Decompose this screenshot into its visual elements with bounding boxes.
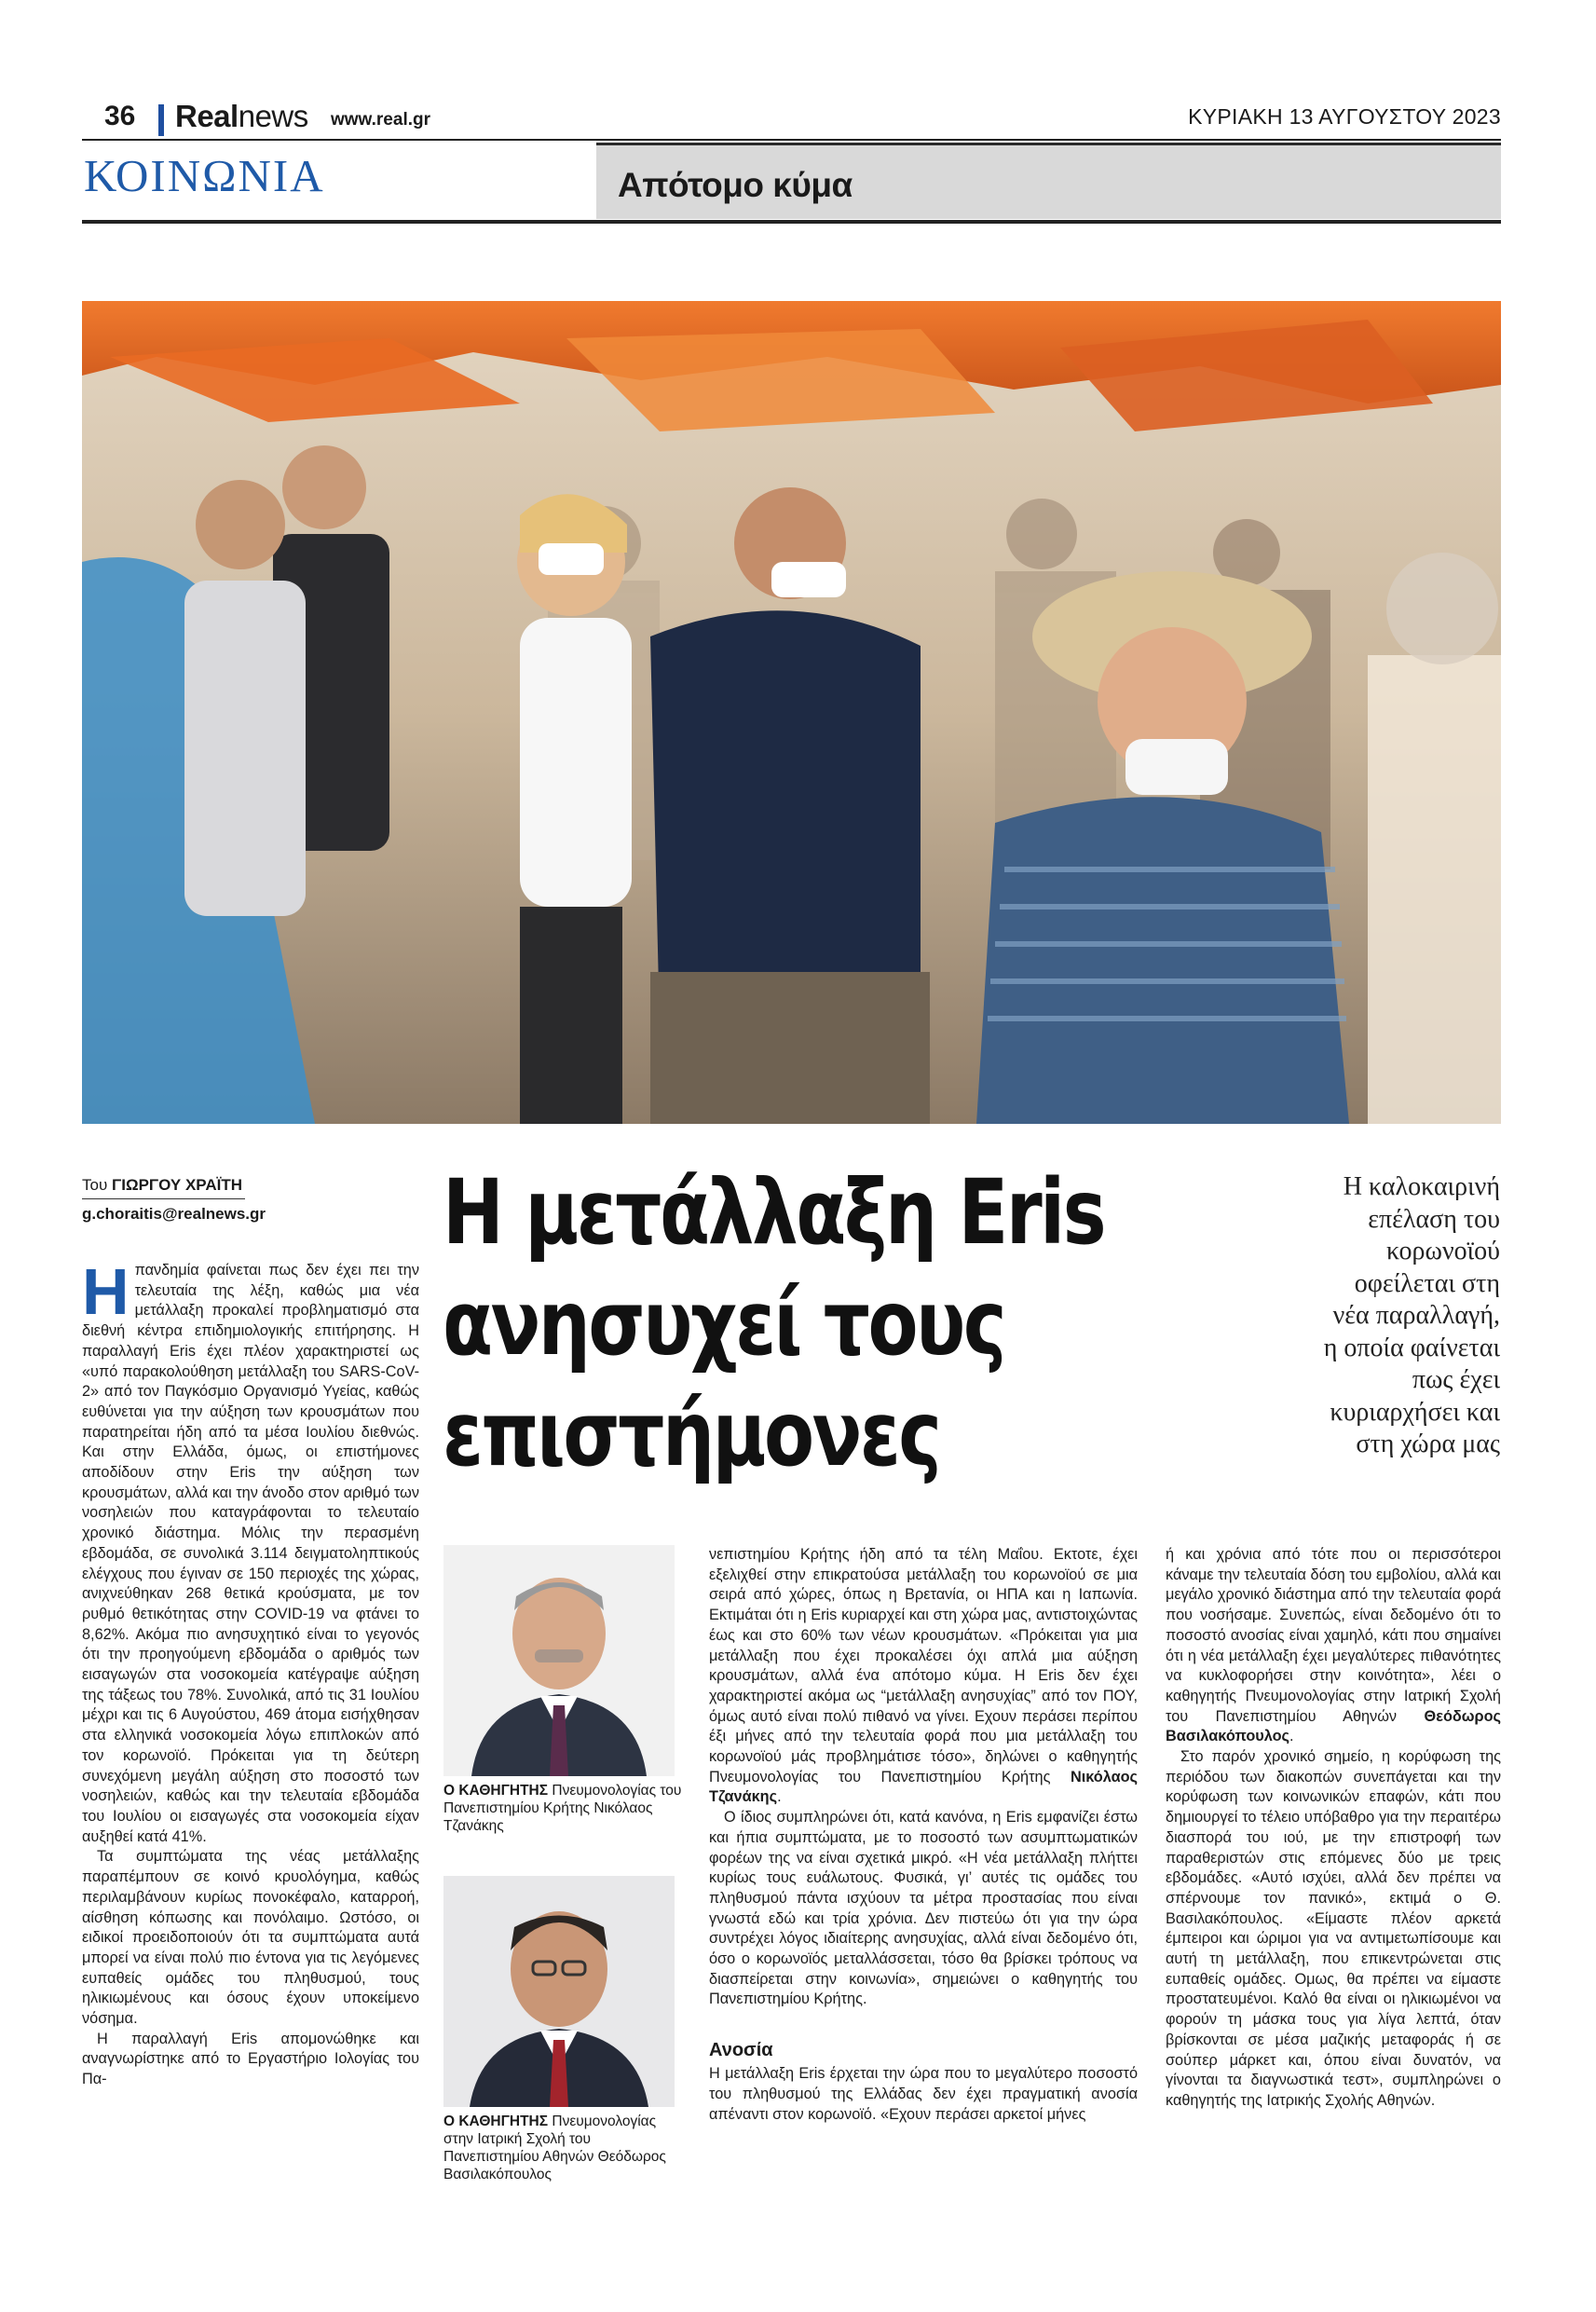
article-paragraph: Στο παρόν χρονικό σημείο, η κορύφωση της περιόδου των διακοπών συνεπάγεται και την κορύφωση των κοινωνικών επαφών, κάτι που δημιουργεί το τέλειο υπόβαθρο για την περαιτέρω διασπορά του ιού, με την επιστροφή των παραθεριστών στις επόμενες δύο με τρεις εβδομάδες. «Αυτό ισχύει, αλλά δεν πρέπει να σπέρνουμε τον πανικό», εκτιμά ο Θ. Βασιλακόπουλος. «Είμαστε πλέον αρκετά έμπειροι και ώριμοι για να αντιμετωπίσουμε και αυτή τη μετάλλαξη, που επικεντρώνεται στις ευπαθείς ομάδες. Ομως, θα πρέπει να είμαστε προστατευμένοι. Καλό θα είναι οι ηλικιωμένοι να φορούν τη μάσκα τους για λίγα λεπτά, όταν βρίσκονται σε μέσα μαζικής μεταφοράς ή σε σούπερ μάρκετ και, όπου είναι δυνατόν, να γίνονται τα διαγνωστικά τεστ», συμπληρώνει ο καθηγητής της Ιατρικής Σχολής Αθηνών. — [1166, 1748, 1501, 2109]
standfirst-line: κορωνοϊού — [1386, 1237, 1500, 1265]
portrait-tzanakis-illustration — [443, 1545, 675, 1776]
standfirst-line: οφείλεται στη — [1354, 1268, 1500, 1298]
expert-name: Θεόδωρος Βασιλακόπουλος — [1166, 1707, 1501, 1745]
standfirst-line: πως έχει — [1412, 1365, 1500, 1394]
drop-cap: Η — [82, 1255, 130, 1328]
paragraph-text: νεπιστημίου Κρήτης ήδη από τα τέλη Μαΐου. Εκτοτε, έχει εξελιχθεί στην επικρατούσα μετάλλαξη του κορωνοϊού σε μια σειρά από χώρες, όπως η Βρετανία, οι ΗΠΑ και η Ιαπωνία. Εκτιμάται ότι η Eris κυριαρχεί και στη χώρα μας, αντιστοιχώντας έως και στο 60% των νέων κρουσμάτων. «Πρόκειται για μια μετάλλαξη που έχει προκαλέσει όχι απλά μια αύξηση κρουσμάτων, αλλά ένα απότομο κύμα. Η Eris δεν έχει χαρακτηριστεί ακόμα ως “μετάλλαξη ανησυχίας” από τον ΠΟΥ, όμως αυτό είναι πολύ πιθανό να γίνει. Εχουν περάσει περίπου έξι μήνες από την τελευταία φορά που μια μετάλλαξη του κορωνοϊού μάς προβλημάτισε τόσο», δηλώνει ο καθηγητής Πνευμονολογίας του Πανεπιστημίου Κρήτης — [709, 1546, 1138, 1785]
article-column-1 — [82, 1255, 419, 2090]
crowd-photo-illustration — [82, 301, 1501, 1124]
standfirst-line: στη χώρα μας — [1356, 1430, 1500, 1458]
article-column-4 — [1166, 1545, 1501, 2112]
caption-text: Πνευμονολογίας του Πανεπιστημίου Κρήτης Νικόλαος Τζανάκης — [443, 1783, 682, 1834]
article-paragraph — [1166, 1545, 1501, 1747]
byline-rule — [82, 1198, 245, 1199]
paragraph-end: . — [1289, 1728, 1294, 1745]
page-number: 36 — [104, 101, 136, 131]
headline-line-3: επιστήμονες — [443, 1382, 940, 1486]
article-paragraph — [709, 1545, 1138, 1808]
article-paragraph: Η παραλλαγή Eris απομονώθηκε και αναγνωρίστηκε από το Εργαστήριο Ιολογίας του Πα- — [82, 2030, 419, 2088]
section-title: ΚΟΙΝΩΝΙΑ — [84, 150, 325, 201]
newspaper-logo — [175, 99, 308, 134]
byline-author: ΓΙΩΡΓΟΥ ΧΡΑΪΤΗ — [112, 1176, 243, 1194]
author-email: g.choraitis@realnews.gr — [82, 1205, 266, 1223]
portrait-caption-1 — [443, 1782, 686, 1835]
article-column-3 — [709, 1545, 1138, 2125]
standfirst-line: νέα παραλλαγή, — [1332, 1301, 1500, 1330]
paragraph-end: . — [777, 1788, 782, 1806]
caption-role: Ο ΚΑΘΗΓΗΤΗΣ — [443, 1783, 549, 1799]
section-rule — [82, 220, 1501, 224]
portrait-vasilakopoulos-illustration — [443, 1876, 675, 2107]
standfirst-line: η οποία φαίνεται — [1323, 1333, 1500, 1362]
kicker-top-rule — [596, 143, 1501, 145]
headline-line-1: Η μετάλλαξη Eris — [443, 1160, 1105, 1265]
standfirst — [1256, 1171, 1500, 1461]
standfirst-line: κυριαρχήσει και — [1330, 1397, 1500, 1427]
kicker-title: Απότομο κύμα — [618, 166, 853, 204]
header-divider-bar — [158, 104, 164, 136]
caption-text: Πνευμονολογίας στην Ιατρική Σχολή του Πανεπιστημίου Αθηνών Θεόδωρος Βασιλακόπουλος — [443, 2114, 666, 2182]
caption-role: Ο ΚΑΘΗΓΗΤΗΣ — [443, 2114, 549, 2129]
standfirst-line: επέλαση του — [1368, 1204, 1500, 1234]
standfirst-line: Η καλοκαιρινή — [1343, 1172, 1500, 1201]
headline — [443, 1157, 1115, 1490]
logo-url: www.real.gr — [331, 110, 430, 130]
headline-line-2: ανησυχεί τους — [443, 1271, 1005, 1375]
byline-prefix: Του — [82, 1176, 112, 1194]
crowd-photo — [82, 301, 1501, 1124]
article-paragraph: Τα συμπτώματα της νέας μετάλλαξης παραπέμπουν σε κοινό κρυολόγημα, καθώς περιλαμβάνουν κυρίως πονοκέφαλο, καταρροή, αίσθηση κόπωσης και πονόλαιμο. Ωστόσο, οι ειδικοί προειδοποιούν ότι τα συμπτώματα αυτά μπορεί να είναι πολύ πιο έντονα για τις λεγόμενες ευπαθείς ομάδες του πληθυσμού, τους ηλικιωμένους και όσους έχουν υποκείμενο νόσημα. — [82, 1848, 419, 2028]
subheading: Ανοσία — [709, 2040, 773, 2061]
header-rule — [82, 139, 1501, 141]
issue-date: ΚΥΡΙΑΚΗ 13 ΑΥΓΟΥΣΤΟΥ 2023 — [1188, 104, 1501, 129]
article-paragraph: Ο ίδιος συμπληρώνει ότι, κατά κανόνα, η Eris εμφανίζει έστω και ήπια συμπτώματα, με το ποσοστό των ασυμπτωματικών φορέων της να είναι σχετικά μικρό. «Η νέα μετάλλαξη πλήττει κυρίως τους ευάλωτους. Φυσικά, γι’ αυτές τις ομάδες του πληθυσμού πάντα ισχύουν τα μέτρα προστασίας που είναι γνωστά εδώ και τρία χρόνια. Δεν πιστεύω ότι για την ώρα συντρέχει λόγος ιδιαίτερης ανησυχίας, αλλά είναι δεδομένο ότι, όσο ο κορωνοϊός μεταλλάσσεται, τόσο θα βρίσκει τρόπους να διασπείρεται στην κοινωνία», σημειώνει ο καθηγητής του Πανεπιστημίου Κρήτης. — [709, 1809, 1138, 2008]
article-paragraph — [82, 1255, 419, 1847]
portrait-tzanakis — [443, 1545, 675, 1776]
logo-real: Real — [175, 99, 239, 133]
article-paragraph: Η μετάλλαξη Eris έρχεται την ώρα που το μεγαλύτερο ποσοστό του πληθυσμού της Ελλάδας δεν έχει πραγματική ανοσία απέναντι στον κορωνοϊό. «Εχουν περάσει αρκετοί μήνες — [709, 2065, 1138, 2123]
portrait-caption-2 — [443, 2113, 686, 2183]
byline — [82, 1176, 242, 1195]
logo-news: news — [238, 99, 308, 133]
paragraph-text: ή και χρόνια από τότε που οι περισσότεροι κάναμε την τελευταία δόση του εμβολίου, αλλά και μεγάλο χρονικό διάστημα από την τελευταία φορά που νοσήσαμε. Συνεπώς, είναι δεδομένο ότι το ποσοστό ανοσίας είναι χαμηλό, κάτι που σημαίνει ότι η νέα μετάλλαξη έχει μεγαλύτερες πιθανότητες να κυκλοφορήσει στην κοινότητα», λέει ο καθηγητής Πνευμονολογίας στην Ιατρική Σχολή του Πανεπιστημίου Αθηνών — [1166, 1546, 1501, 1725]
portrait-vasilakopoulos — [443, 1876, 675, 2107]
paragraph-text: πανδημία φαίνεται πως δεν έχει πει την τελευταία της λέξη, καθώς μια νέα μετάλλαξη προκαλεί προβληματισμό στα διεθνή κέντρα επιδημιολογικής επιτήρησης. Η παραλλαγή Eris έχει πλέον χαρακτηριστεί ως «υπό παρακολούθηση μετάλλαξη του SARS-CoV-2» από τον Παγκόσμιο Οργανισμό Υγείας, καθώς ευθύνεται για την αύξηση των κρουσμάτων που παρατηρείται ήδη από τα μέσα Ιουλίου διεθνώς. Και στην Ελλάδα, όμως, οι επιστήμονες αποδίδουν στην Eris την αύξηση των κρουσμάτων, αλλά και την άνοδο στον αριθμό των νοσηλειών που καταγράφονται το τελευταίο χρονικό διάστημα. Μόλις την περασμένη εβδομάδα, σε συνολικά 3.114 δειγματοληπτικούς ελέγχους που έγιναν σε 150 περιοχές της χώρας, ανιχνεύθηκαν 268 θετικά κρούσματα, με τον ρυθμό θετικότητας στην COVID-19 να φτάνει το 8,62%. Ακόμα πιο ανησυχητικό είναι το γεγονός ότι την προηγούμενη εβδομάδα ο αριθμός των εισαγωγών στα νοσοκομεία κατέγραψε αύξηση της τάξεως του 78%. Συνολικά, από τις 31 Ιουλίου μέχρι και τις 6 Αυγούστου, 469 άτομα εισήχθησαν στα ελληνικά νοσοκομεία λόγω επιπλοκών από τον κορωνοϊό. Πρόκειται για τη δεύτερη συνεχόμενη μεγάλη αύξηση στο ποσοστό των νοσηλειών, καθώς και την τελευταία εβδομάδα του Ιουλίου οι εισαγωγές στα νοσοκομεία είχαν αυξηθεί κατά 41%. — [82, 1262, 419, 1845]
expert-name: Νικόλαος Τζανάκης — [709, 1768, 1138, 1806]
